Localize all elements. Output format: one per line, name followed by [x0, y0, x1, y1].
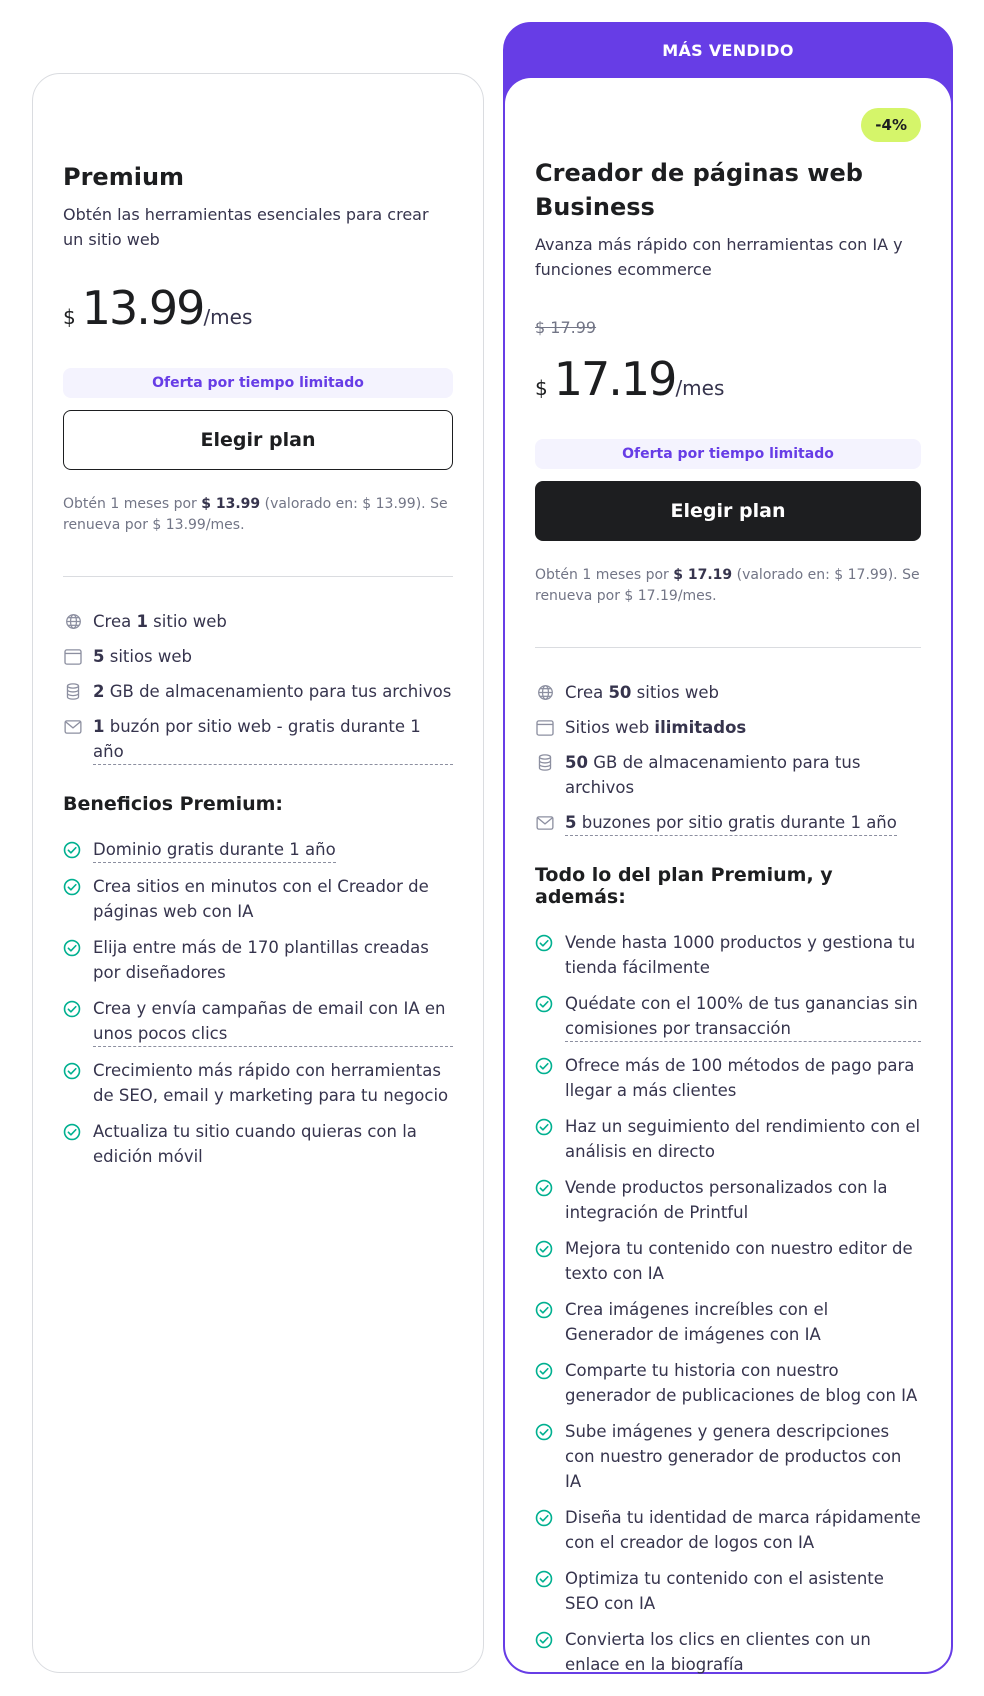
- limited-offer-badge: Oferta por tiempo limitado: [535, 439, 921, 469]
- benefit-item: [535, 1236, 921, 1286]
- benefit-item: [535, 1566, 921, 1616]
- renewal-note: Obtén 1 meses por $ 13.99 (valorado en: $ 13.99). Se renueva por $ 13.99/mes.: [63, 496, 448, 533]
- feature-item: [535, 810, 921, 836]
- benefit-text: Ofrece más de 100 métodos de pago para llegar a más clientes: [565, 1056, 915, 1100]
- benefit-item: [63, 874, 453, 924]
- discount-badge: -4%: [861, 108, 921, 142]
- price-currency: $: [63, 305, 76, 329]
- browser-window-icon-graphic: [536, 720, 554, 736]
- feature-text[interactable]: 1 buzón por sitio web - gratis durante 1 año: [93, 714, 453, 765]
- benefit-text: Sube imágenes y genera descripciones con nuestro generador de productos con IA: [565, 1422, 902, 1491]
- check-circle-icon: [63, 1119, 83, 1144]
- benefit-item: [535, 1419, 921, 1494]
- price: [63, 282, 453, 334]
- check-circle-icon: [535, 991, 555, 1016]
- price-value: 17.19: [553, 352, 676, 406]
- benefit-text: Optimiza tu contenido con el asistente SEO con IA: [565, 1569, 884, 1613]
- browser-window-icon-graphic: [64, 649, 82, 665]
- plan-description: Obtén las herramientas esenciales para crear un sitio web: [63, 205, 429, 249]
- price-period: /mes: [675, 376, 725, 400]
- choose-plan-button[interactable]: Elegir plan: [63, 410, 453, 470]
- check-circle-icon: [535, 1114, 555, 1139]
- feature-item: [63, 714, 453, 765]
- divider: [535, 647, 921, 648]
- check-circle-icon: [535, 1566, 555, 1591]
- benefit-text[interactable]: Quédate con el 100% de tus ganancias sin comisiones por transacción: [565, 991, 921, 1042]
- best-seller-banner: MÁS VENDIDO: [662, 41, 794, 60]
- benefit-item: [535, 1175, 921, 1225]
- benefit-text: Diseña tu identidad de marca rápidamente con el creador de logos con IA: [565, 1508, 921, 1552]
- renewal-note: Obtén 1 meses por $ 17.19 (valorado en: $ 17.99). Se renueva por $ 17.19/mes.: [535, 567, 920, 604]
- benefit-list: [535, 930, 921, 1677]
- check-circle-icon: [535, 1053, 555, 1078]
- mail-icon-graphic: [64, 720, 82, 734]
- benefit-text: Mejora tu contenido con nuestro editor de texto con IA: [565, 1239, 913, 1283]
- feature-item: [63, 679, 453, 704]
- benefit-text: Convierta los clics en clientes con un enlace en la biografía: [565, 1630, 871, 1674]
- feature-text: 50 GB de almacenamiento para tus archivos: [565, 753, 861, 797]
- divider: [63, 576, 453, 577]
- benefit-text: Haz un seguimiento del rendimiento con el análisis en directo: [565, 1117, 921, 1161]
- benefit-item: [535, 930, 921, 980]
- check-circle-icon: [63, 996, 83, 1021]
- benefit-item: [63, 996, 453, 1047]
- benefit-item: [535, 1358, 921, 1408]
- feature-text: Crea 1 sitio web: [93, 612, 227, 631]
- plan-card-business: [503, 22, 953, 1674]
- benefits-title: Todo lo del plan Premium, y además:: [535, 864, 833, 908]
- benefit-text: Actualiza tu sitio cuando quieras con la edición móvil: [93, 1122, 417, 1166]
- benefit-item: [535, 1297, 921, 1347]
- benefit-item: [535, 1505, 921, 1555]
- mail-icon: [535, 810, 555, 835]
- feature-text: 5 sitios web: [93, 647, 193, 666]
- check-circle-icon: [535, 1505, 555, 1530]
- mail-icon-graphic: [536, 816, 554, 830]
- feature-item: [63, 644, 453, 669]
- choose-plan-button[interactable]: Elegir plan: [535, 481, 921, 541]
- check-circle-icon: [535, 1627, 555, 1652]
- database-icon: [63, 679, 83, 704]
- price-currency: $: [535, 376, 548, 400]
- feature-text[interactable]: 5 buzones por sitio gratis durante 1 año: [565, 810, 897, 836]
- feature-list: [535, 680, 921, 836]
- feature-item: [535, 750, 921, 800]
- benefit-item: [535, 991, 921, 1042]
- feature-item: [535, 715, 921, 740]
- plan-title: Premium: [63, 163, 185, 191]
- database-icon-graphic: [66, 683, 80, 700]
- check-circle-icon: [535, 1419, 555, 1444]
- globe-icon: [63, 609, 83, 634]
- feature-text: Sitios web ilimitados: [565, 718, 747, 737]
- database-icon-graphic: [538, 754, 552, 771]
- check-circle-icon: [63, 874, 83, 899]
- benefit-item: [535, 1053, 921, 1103]
- globe-icon-graphic: [537, 684, 554, 701]
- mail-icon: [63, 714, 83, 739]
- benefit-text: Crecimiento más rápido con herramientas de SEO, email y marketing para tu negocio: [93, 1061, 449, 1105]
- database-icon: [535, 750, 555, 775]
- check-circle-icon: [535, 1358, 555, 1383]
- benefit-text: Vende hasta 1000 productos y gestiona tu tienda fácilmente: [565, 933, 916, 977]
- feature-list: [63, 609, 453, 765]
- feature-text: 2 GB de almacenamiento para tus archivos: [93, 682, 452, 701]
- benefit-item: [63, 837, 453, 863]
- benefit-text[interactable]: Dominio gratis durante 1 año: [93, 837, 336, 863]
- feature-text: Crea 50 sitios web: [565, 683, 719, 702]
- benefit-text: Comparte tu historia con nuestro generador de publicaciones de blog con IA: [565, 1361, 918, 1405]
- limited-offer-badge: Oferta por tiempo limitado: [63, 368, 453, 398]
- benefit-text: Crea imágenes increíbles con el Generador de imágenes con IA: [565, 1300, 829, 1344]
- benefit-item: [63, 935, 453, 985]
- globe-icon-graphic: [65, 613, 82, 630]
- benefit-list: [63, 837, 453, 1169]
- browser-window-icon: [63, 644, 83, 669]
- check-circle-icon: [63, 935, 83, 960]
- check-circle-icon: [63, 837, 83, 862]
- original-price: $ 17.99: [535, 318, 597, 337]
- benefit-text: Vende productos personalizados con la integración de Printful: [565, 1178, 888, 1222]
- check-circle-icon: [535, 930, 555, 955]
- benefit-text: Crea sitios en minutos con el Creador de páginas web con IA: [93, 877, 429, 921]
- browser-window-icon: [535, 715, 555, 740]
- benefits-title: Beneficios Premium:: [63, 793, 284, 815]
- benefit-item: [63, 1058, 453, 1108]
- check-circle-icon: [63, 1058, 83, 1083]
- feature-item: [535, 680, 921, 705]
- benefit-text[interactable]: Crea y envía campañas de email con IA en unos pocos clics: [93, 996, 453, 1047]
- benefit-item: [535, 1627, 921, 1677]
- price: [535, 353, 921, 405]
- check-circle-icon: [535, 1297, 555, 1322]
- benefit-item: [63, 1119, 453, 1169]
- plan-title: Creador de páginas web Business: [535, 159, 863, 221]
- check-circle-icon: [535, 1175, 555, 1200]
- check-circle-icon: [535, 1236, 555, 1261]
- plan-card-premium: [32, 73, 484, 1673]
- price-value: 13.99: [81, 281, 204, 335]
- globe-icon: [535, 680, 555, 705]
- price-period: /mes: [203, 305, 253, 329]
- benefit-text: Elija entre más de 170 plantillas creadas por diseñadores: [93, 938, 429, 982]
- plan-description: Avanza más rápido con herramientas con IA y funciones ecommerce: [535, 235, 903, 279]
- feature-item: [63, 609, 453, 634]
- benefit-item: [535, 1114, 921, 1164]
